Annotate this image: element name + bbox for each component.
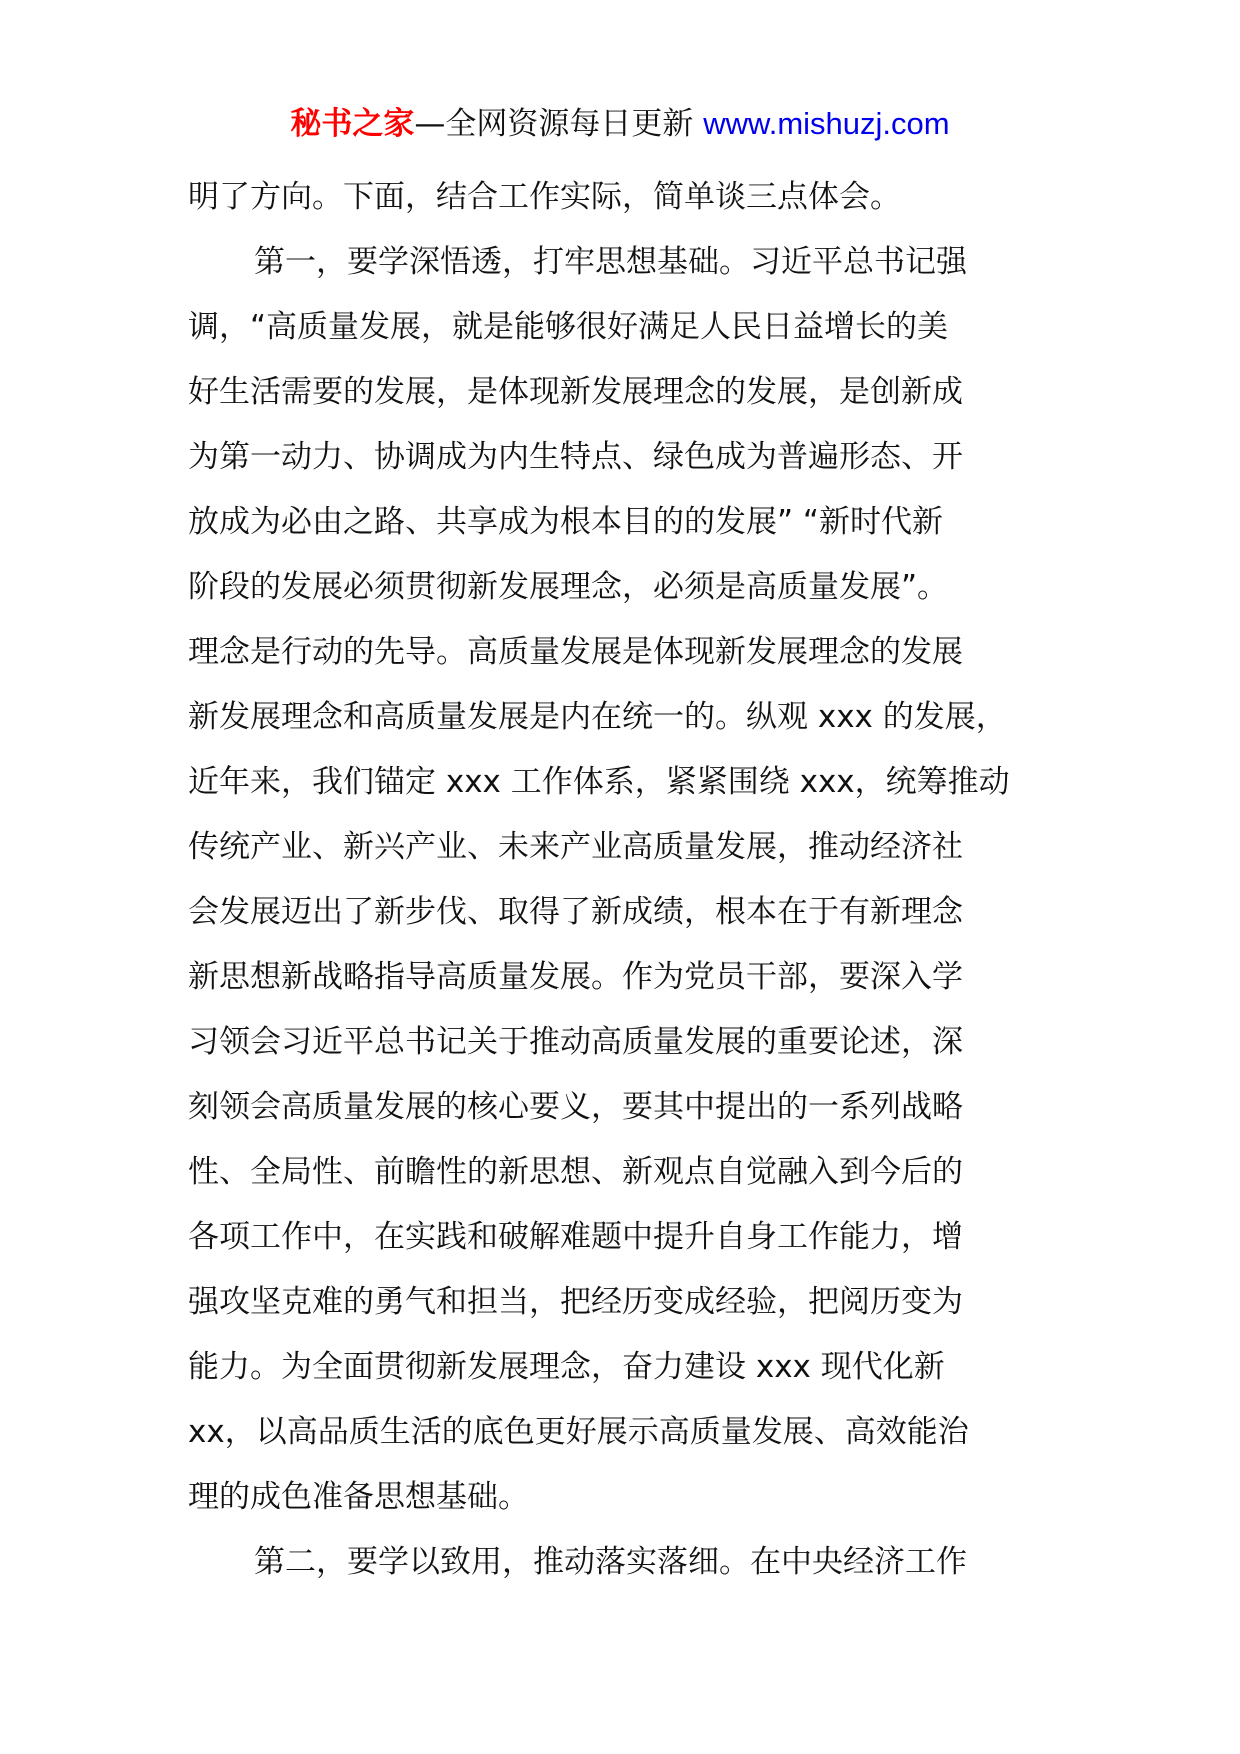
text-line: 为第一动力、协调成为内生特点、绿色成为普遍形态、开	[188, 439, 963, 475]
text-line: 近年来，我们锚定 xxx 工作体系，紧紧围绕 xxx，统筹推动	[188, 764, 1010, 800]
text-line: 刻领会高质量发展的核心要义，要其中提出的一系列战略	[188, 1089, 963, 1125]
text-line: 强攻坚克难的勇气和担当，把经历变成经验，把阅历变为	[188, 1284, 963, 1320]
text-line: xx，以高品质生活的底色更好展示高质量发展、高效能治	[188, 1414, 969, 1450]
text-line: 明了方向。下面，结合工作实际，简单谈三点体会。	[188, 179, 901, 215]
document-body	[188, 165, 1056, 1595]
text-line: 理的成色准备思想基础。	[188, 1479, 529, 1515]
brand-name: 秘书之家	[290, 106, 415, 142]
watermark-header	[0, 102, 1240, 146]
text-line: 传统产业、新兴产业、未来产业高质量发展，推动经济社	[188, 829, 963, 865]
paragraph-first-line: 第一，要学深悟透，打牢思想基础。习近平总书记强	[254, 244, 967, 280]
text-line: 能力。为全面贯彻新发展理念，奋力建设 xxx 现代化新	[188, 1349, 945, 1385]
header-tagline: —全网资源每日更新	[414, 106, 694, 142]
text-line: 好生活需要的发展，是体现新发展理念的发展，是创新成	[188, 374, 963, 410]
paragraph-first-line: 第二，要学以致用，推动落实落细。在中央经济工作	[254, 1544, 967, 1580]
text-line: 放成为必由之路、共享成为根本目的的发展” “新时代新	[188, 504, 943, 540]
text-line: 新思想新战略指导高质量发展。作为党员干部，要深入学	[188, 959, 963, 995]
text-line: 阶段的发展必须贯彻新发展理念，必须是高质量发展”。	[188, 569, 949, 605]
site-url: www.mishuzj.com	[703, 106, 950, 141]
text-line: 理念是行动的先导。高质量发展是体现新发展理念的发展	[188, 634, 963, 670]
text-line: 新发展理念和高质量发展是内在统一的。纵观 xxx 的发展，	[188, 699, 1007, 735]
text-line: 调，“高质量发展，就是能够很好满足人民日益增长的美	[188, 309, 949, 345]
text-line: 会发展迈出了新步伐、取得了新成绩，根本在于有新理念	[188, 894, 963, 930]
text-line: 性、全局性、前瞻性的新思想、新观点自觉融入到今后的	[188, 1154, 963, 1190]
text-line: 各项工作中，在实践和破解难题中提升自身工作能力，增	[188, 1219, 963, 1255]
text-line: 习领会习近平总书记关于推动高质量发展的重要论述，深	[188, 1024, 963, 1060]
